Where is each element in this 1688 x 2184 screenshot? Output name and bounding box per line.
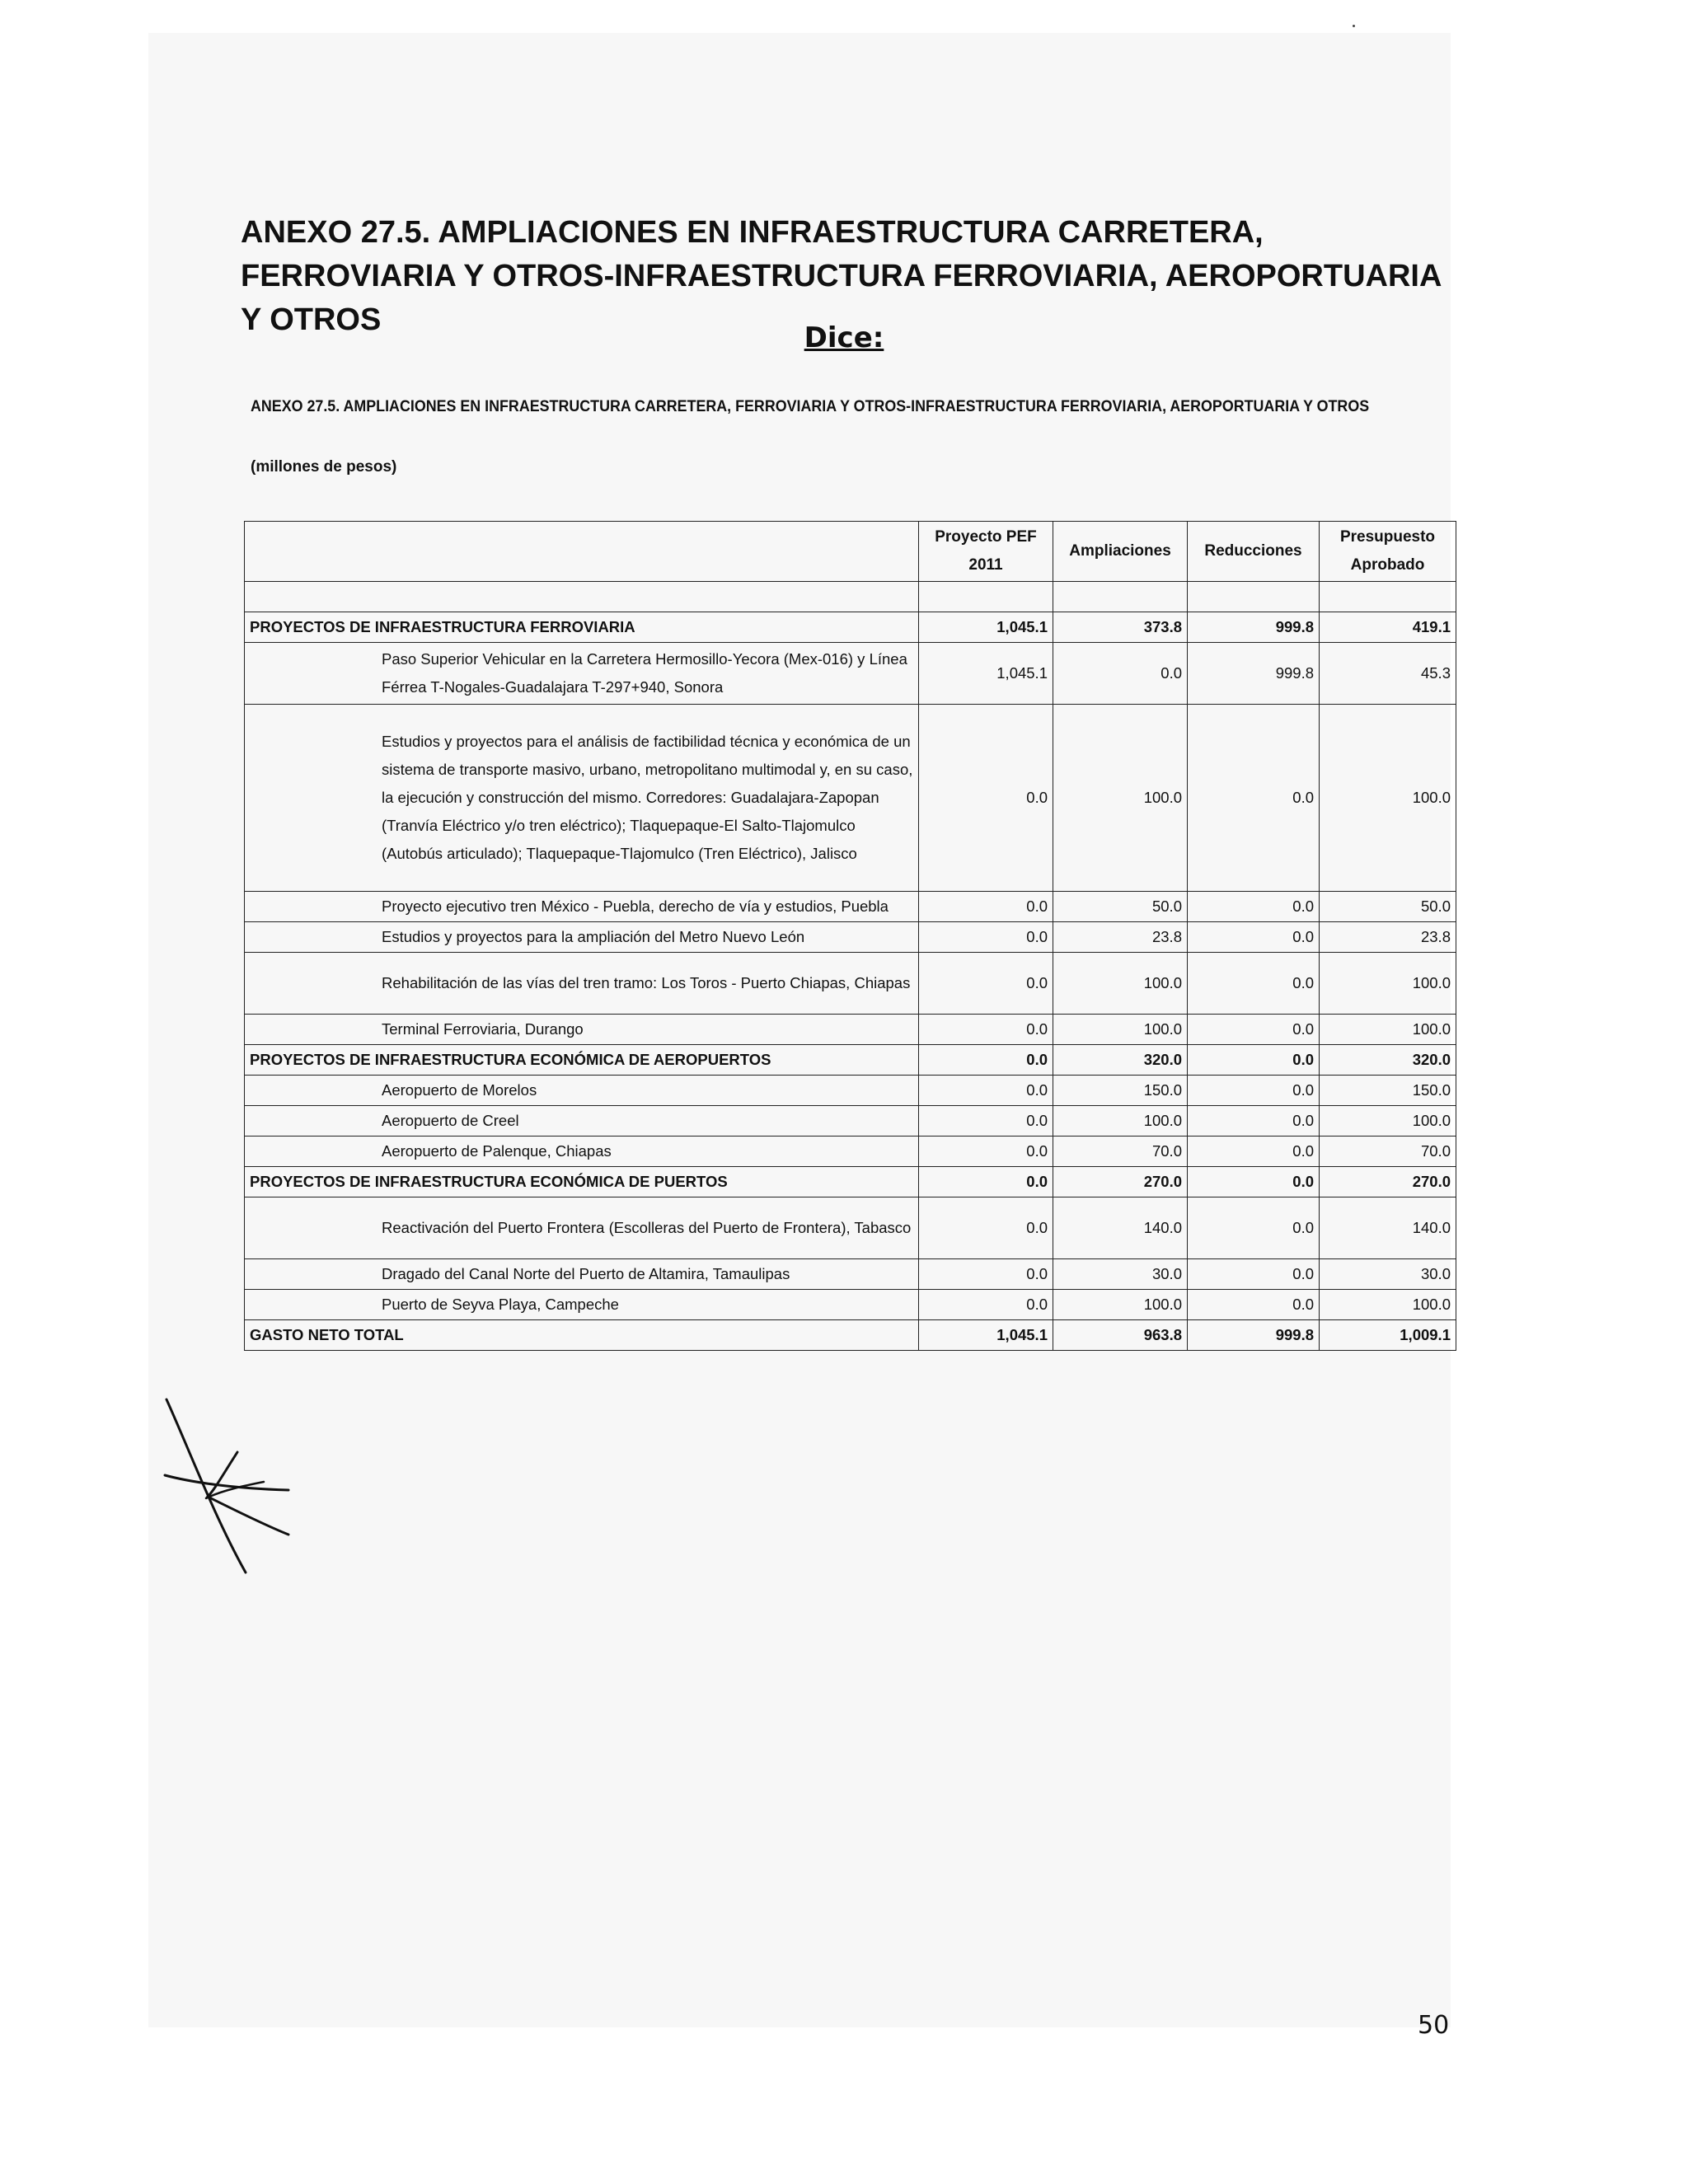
row-value-cell: 100.0 <box>1053 1106 1188 1137</box>
row-value-cell: 0.0 <box>1188 1197 1320 1259</box>
row-label-cell: Proyecto ejecutivo tren México - Puebla, derecho de vía y estudios, Puebla <box>245 892 919 922</box>
row-value-cell: 150.0 <box>1053 1076 1188 1106</box>
section-value-cell: 999.8 <box>1188 612 1320 643</box>
row-value-cell: 0.0 <box>919 922 1053 953</box>
row-value-cell: 0.0 <box>1188 1290 1320 1320</box>
row-value-cell: 50.0 <box>1053 892 1188 922</box>
header-cell-proyecto-pef: Proyecto PEF 2011 <box>919 522 1053 582</box>
row-value-cell: 0.0 <box>1188 1106 1320 1137</box>
row-value-cell: 0.0 <box>1188 1015 1320 1045</box>
row-value-cell: 0.0 <box>1188 1137 1320 1167</box>
section-value-cell: 0.0 <box>919 1045 1053 1076</box>
section-row <box>245 1045 1456 1076</box>
row-label-cell: Reactivación del Puerto Frontera (Escolleras del Puerto de Frontera), Tabasco <box>245 1197 919 1259</box>
row-value-cell: 45.3 <box>1320 643 1456 705</box>
row-value-cell: 30.0 <box>1320 1259 1456 1290</box>
page-title: ANEXO 27.5. AMPLIACIONES EN INFRAESTRUCTURA CARRETERA, FERROVIARIA Y OTROS-INFRAESTRUCTURA FERROVIARIA, AEROPORTUARIA Y OTROS <box>241 215 1442 337</box>
table-title: ANEXO 27.5. AMPLIACIONES EN INFRAESTRUCTURA CARRETERA, FERROVIARIA Y OTROS-INFRAESTRUCTURA FERROVIARIA, AEROPORTUARIA Y OTROS <box>251 398 1370 415</box>
row-value-cell: 0.0 <box>1188 922 1320 953</box>
table-row <box>245 1197 1456 1259</box>
table-header-row <box>245 522 1456 582</box>
row-value-cell: 0.0 <box>1188 705 1320 892</box>
section-label: Dice: <box>804 321 884 354</box>
row-label-cell: Terminal Ferroviaria, Durango <box>245 1015 919 1045</box>
table-row <box>245 1076 1456 1106</box>
total-row <box>245 1320 1456 1351</box>
row-value-cell: 0.0 <box>1188 1076 1320 1106</box>
total-value-cell: 999.8 <box>1188 1320 1320 1351</box>
row-value-cell: 100.0 <box>1053 705 1188 892</box>
row-label-cell: Estudios y proyectos para el análisis de factibilidad técnica y económica de un sistema de transporte masivo, urbano, metropolitano multimodal y, en su caso, la ejecución y construcción del mismo. Corredores: Guadalajara-Zapopan (Tranvía Eléctrico y/o tren eléctrico); Tlaquepaque-El Salto-Tlajomulco (Autobús articulado); Tlaquepaque-Tlajomulco (Tren Eléctrico), Jalisco <box>245 705 919 892</box>
table-row <box>245 705 1456 892</box>
row-value-cell: 0.0 <box>919 1197 1053 1259</box>
table-row <box>245 892 1456 922</box>
table-row <box>245 1015 1456 1045</box>
section-value-cell: 419.1 <box>1320 612 1456 643</box>
row-value-cell: 0.0 <box>1188 953 1320 1015</box>
table-row <box>245 1137 1456 1167</box>
section-value-cell: 320.0 <box>1053 1045 1188 1076</box>
row-value-cell: 1,045.1 <box>919 643 1053 705</box>
header-cell-ampliaciones: Ampliaciones <box>1053 522 1188 582</box>
page-number: 50 <box>1418 2011 1450 2040</box>
row-value-cell: 0.0 <box>919 705 1053 892</box>
section-row <box>245 1167 1456 1197</box>
row-value-cell: 0.0 <box>919 892 1053 922</box>
row-value-cell: 100.0 <box>1320 705 1456 892</box>
row-value-cell: 150.0 <box>1320 1076 1456 1106</box>
section-value-cell: 320.0 <box>1320 1045 1456 1076</box>
section-value-cell: 373.8 <box>1053 612 1188 643</box>
table-row <box>245 1290 1456 1320</box>
row-label-cell: Rehabilitación de las vías del tren tramo: Los Toros - Puerto Chiapas, Chiapas <box>245 953 919 1015</box>
table-row <box>245 922 1456 953</box>
row-value-cell: 0.0 <box>919 1015 1053 1045</box>
row-value-cell: 0.0 <box>1053 643 1188 705</box>
total-value-cell: 1,009.1 <box>1320 1320 1456 1351</box>
section-value-cell: 0.0 <box>919 1167 1053 1197</box>
row-value-cell: 0.0 <box>919 1076 1053 1106</box>
row-value-cell: 70.0 <box>1053 1137 1188 1167</box>
row-value-cell: 0.0 <box>1188 892 1320 922</box>
row-value-cell: 50.0 <box>1320 892 1456 922</box>
row-value-cell: 100.0 <box>1320 1106 1456 1137</box>
section-label-cell: PROYECTOS DE INFRAESTRUCTURA ECONÓMICA DE AEROPUERTOS <box>245 1045 919 1076</box>
row-value-cell: 23.8 <box>1053 922 1188 953</box>
row-value-cell: 100.0 <box>1320 953 1456 1015</box>
row-value-cell: 999.8 <box>1188 643 1320 705</box>
scan-speck <box>1353 25 1355 27</box>
row-label-cell: Puerto de Seyva Playa, Campeche <box>245 1290 919 1320</box>
row-label-cell: Dragado del Canal Norte del Puerto de Altamira, Tamaulipas <box>245 1259 919 1290</box>
total-value-cell: 963.8 <box>1053 1320 1188 1351</box>
header-cell-presupuesto-aprobado: Presupuesto Aprobado <box>1320 522 1456 582</box>
section-value-cell: 0.0 <box>1188 1045 1320 1076</box>
units-note: (millones de pesos) <box>251 458 397 476</box>
row-value-cell: 0.0 <box>919 1137 1053 1167</box>
row-label-cell: Estudios y proyectos para la ampliación del Metro Nuevo León <box>245 922 919 953</box>
row-value-cell: 0.0 <box>919 1259 1053 1290</box>
row-value-cell: 0.0 <box>1188 1259 1320 1290</box>
row-value-cell: 100.0 <box>1053 953 1188 1015</box>
table-row <box>245 1106 1456 1137</box>
section-value-cell: 1,045.1 <box>919 612 1053 643</box>
row-value-cell: 23.8 <box>1320 922 1456 953</box>
section-value-cell: 0.0 <box>1188 1167 1320 1197</box>
total-label-cell: GASTO NETO TOTAL <box>245 1320 919 1351</box>
handwritten-signature <box>157 1393 305 1582</box>
row-label-cell: Aeropuerto de Palenque, Chiapas <box>245 1137 919 1167</box>
table-row <box>245 643 1456 705</box>
section-label-cell: PROYECTOS DE INFRAESTRUCTURA ECONÓMICA DE PUERTOS <box>245 1167 919 1197</box>
section-row <box>245 612 1456 643</box>
row-value-cell: 70.0 <box>1320 1137 1456 1167</box>
section-value-cell: 270.0 <box>1053 1167 1188 1197</box>
row-value-cell: 100.0 <box>1320 1290 1456 1320</box>
row-value-cell: 0.0 <box>919 1290 1053 1320</box>
row-value-cell: 30.0 <box>1053 1259 1188 1290</box>
row-value-cell: 140.0 <box>1053 1197 1188 1259</box>
budget-table <box>244 521 1456 1351</box>
row-value-cell: 100.0 <box>1053 1290 1188 1320</box>
row-value-cell: 100.0 <box>1320 1015 1456 1045</box>
row-value-cell: 140.0 <box>1320 1197 1456 1259</box>
total-value-cell: 1,045.1 <box>919 1320 1053 1351</box>
header-cell-reducciones: Reducciones <box>1188 522 1320 582</box>
table-row <box>245 953 1456 1015</box>
row-value-cell: 0.0 <box>919 1106 1053 1137</box>
row-label-cell: Aeropuerto de Creel <box>245 1106 919 1137</box>
row-label-cell: Aeropuerto de Morelos <box>245 1076 919 1106</box>
header-spacer-row <box>245 582 1456 612</box>
row-label-cell: Paso Superior Vehicular en la Carretera Hermosillo-Yecora (Mex-016) y Línea Férrea T-Nogales-Guadalajara T-297+940, Sonora <box>245 643 919 705</box>
row-value-cell: 100.0 <box>1053 1015 1188 1045</box>
table-row <box>245 1259 1456 1290</box>
section-value-cell: 270.0 <box>1320 1167 1456 1197</box>
row-value-cell: 0.0 <box>919 953 1053 1015</box>
header-cell-description <box>245 522 919 582</box>
section-label-cell: PROYECTOS DE INFRAESTRUCTURA FERROVIARIA <box>245 612 919 643</box>
